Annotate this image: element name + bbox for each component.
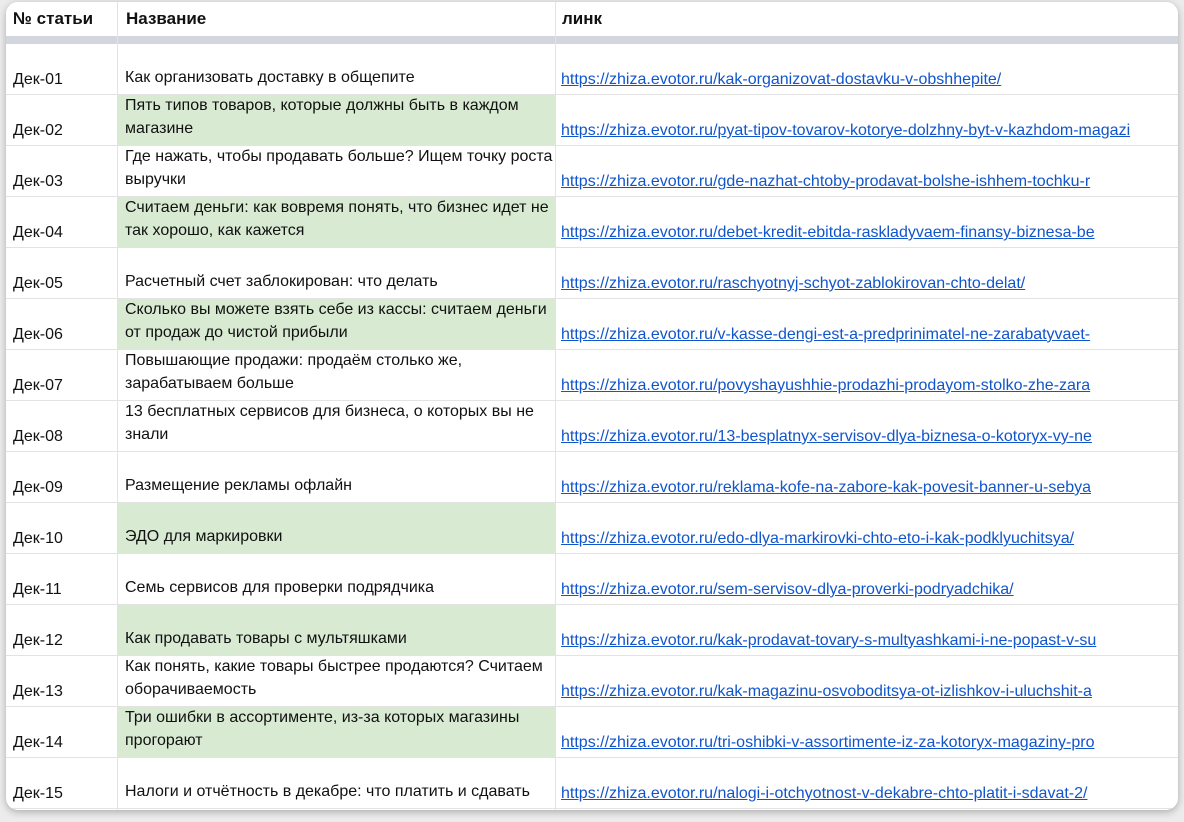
article-number-cell[interactable]: Дек-13 [13, 683, 63, 700]
title-cell[interactable]: Семь сервисов для проверки подрядчика [125, 579, 435, 596]
title-cell[interactable]: ЭДО для маркировки [117, 503, 555, 553]
table-row [6, 758, 1178, 809]
link-cell[interactable] [555, 554, 1178, 604]
column-divider [555, 2, 556, 810]
article-link[interactable]: https://zhiza.evotor.ru/reklama-kofe-na-zabore-kak-povesit-banner-u-sebya [561, 479, 1092, 496]
title-cell[interactable]: Где нажать, чтобы продавать больше? Ищем точку роста выручки [125, 148, 553, 188]
article-number-cell[interactable]: Дек-09 [13, 479, 63, 496]
table-row [6, 350, 1178, 401]
link-cell[interactable] [555, 503, 1178, 553]
table-row [6, 197, 1178, 248]
article-number-cell[interactable]: Дек-06 [13, 326, 63, 343]
article-number-cell[interactable]: Дек-05 [13, 275, 63, 292]
article-link[interactable]: https://zhiza.evotor.ru/kak-prodavat-tovary-s-multyashkami-i-ne-popast-v-su [561, 632, 1097, 649]
title-cell[interactable]: Повышающие продажи: продаём столько же, зарабатываем больше [125, 352, 463, 392]
article-number-cell[interactable]: Дек-12 [13, 632, 63, 649]
article-link[interactable]: https://zhiza.evotor.ru/kak-magazinu-osvoboditsya-ot-izlishkov-i-uluchshit-a [561, 683, 1092, 700]
title-cell[interactable]: Как понять, какие товары быстрее продаются? Считаем оборачиваемость [125, 658, 543, 698]
table-row [6, 44, 1178, 95]
table-row [6, 452, 1178, 503]
article-number-cell[interactable]: Дек-02 [13, 122, 63, 139]
link-cell[interactable] [555, 605, 1178, 655]
title-cell[interactable]: Три ошибки в ассортименте, из-за которых магазины прогорают [117, 707, 555, 757]
article-link[interactable]: https://zhiza.evotor.ru/v-kasse-dengi-est-a-predprinimatel-ne-zarabatyvaet- [561, 326, 1091, 343]
column-divider [117, 2, 118, 810]
table-row [6, 605, 1178, 656]
table-row [6, 248, 1178, 299]
link-cell[interactable] [555, 248, 1178, 298]
link-cell[interactable] [555, 452, 1178, 502]
link-cell[interactable] [555, 44, 1178, 94]
article-link[interactable]: https://zhiza.evotor.ru/kak-organizovat-dostavku-v-obshhepite/ [561, 71, 1002, 88]
table-row [6, 95, 1178, 146]
link-cell[interactable] [555, 95, 1178, 145]
article-number-cell[interactable]: Дек-15 [13, 785, 63, 802]
article-link[interactable]: https://zhiza.evotor.ru/raschyotnyj-schyot-zablokirovan-chto-delat/ [561, 275, 1026, 292]
link-cell[interactable] [555, 197, 1178, 247]
article-link[interactable]: https://zhiza.evotor.ru/debet-kredit-ebitda-raskladyvaem-finansy-biznesa-be [561, 224, 1095, 241]
link-cell[interactable] [555, 707, 1178, 757]
article-link[interactable]: https://zhiza.evotor.ru/pyat-tipov-tovarov-kotorye-dolzhny-byt-v-kazhdom-magazi [561, 122, 1131, 139]
link-cell[interactable] [555, 146, 1178, 196]
article-number-cell[interactable]: Дек-07 [13, 377, 63, 394]
article-link[interactable]: https://zhiza.evotor.ru/13-besplatnyx-servisov-dlya-biznesa-o-kotoryx-vy-ne [561, 428, 1092, 445]
header-link[interactable]: линк [562, 9, 603, 28]
article-number-cell[interactable]: Дек-01 [13, 71, 63, 88]
title-cell[interactable]: Пять типов товаров, которые должны быть в каждом магазине [117, 95, 555, 145]
table-row [6, 503, 1178, 554]
article-number-cell[interactable]: Дек-14 [13, 734, 63, 751]
article-link[interactable]: https://zhiza.evotor.ru/edo-dlya-markirovki-chto-eto-i-kak-podklyuchitsya/ [561, 530, 1075, 547]
article-number-cell[interactable]: Дек-10 [13, 530, 63, 547]
frozen-rows-divider[interactable] [6, 36, 1178, 44]
table-row [6, 656, 1178, 707]
title-cell[interactable]: Размещение рекламы офлайн [125, 477, 352, 494]
title-cell[interactable]: Расчетный счет заблокирован: что делать [125, 273, 438, 290]
link-cell[interactable] [555, 758, 1178, 808]
title-cell[interactable]: Налоги и отчётность в декабре: что платить и сдавать [125, 783, 530, 800]
link-cell[interactable] [555, 299, 1178, 349]
article-number-cell[interactable]: Дек-04 [13, 224, 63, 241]
title-cell[interactable]: Сколько вы можете взять себе из кассы: считаем деньги от продаж до чистой прибыли [117, 299, 555, 349]
spreadsheet [6, 2, 1178, 810]
table-row [6, 554, 1178, 605]
header-article-number[interactable]: № статьи [13, 9, 94, 28]
article-link[interactable]: https://zhiza.evotor.ru/sem-servisov-dlya-proverki-podryadchika/ [561, 581, 1014, 598]
link-cell[interactable] [555, 350, 1178, 400]
table-row [6, 146, 1178, 197]
article-link[interactable]: https://zhiza.evotor.ru/tri-oshibki-v-assortimente-iz-za-kotoryx-magaziny-pro [561, 734, 1095, 751]
article-link[interactable]: https://zhiza.evotor.ru/povyshayushhie-prodazhi-prodayom-stolko-zhe-zara [561, 377, 1091, 394]
article-number-cell[interactable]: Дек-11 [13, 581, 62, 598]
title-cell[interactable]: Как продавать товары с мультяшками [117, 605, 555, 655]
table-row [6, 401, 1178, 452]
article-number-cell[interactable]: Дек-08 [13, 428, 63, 445]
title-cell[interactable]: Как организовать доставку в общепите [125, 69, 415, 86]
table-row [6, 299, 1178, 350]
article-number-cell[interactable]: Дек-03 [13, 173, 63, 190]
title-cell[interactable]: 13 бесплатных сервисов для бизнеса, о которых вы не знали [125, 403, 534, 443]
table-row [6, 707, 1178, 758]
link-cell[interactable] [555, 401, 1178, 451]
header-title[interactable]: Название [126, 9, 207, 28]
link-cell[interactable] [555, 656, 1178, 706]
article-link[interactable]: https://zhiza.evotor.ru/gde-nazhat-chtoby-prodavat-bolshe-ishhem-tochku-r [561, 173, 1091, 190]
header-row [6, 2, 1178, 36]
article-link[interactable]: https://zhiza.evotor.ru/nalogi-i-otchyotnost-v-dekabre-chto-platit-i-sdavat-2/ [561, 785, 1088, 802]
title-cell[interactable]: Считаем деньги: как вовремя понять, что бизнес идет не так хорошо, как кажется [117, 197, 555, 247]
